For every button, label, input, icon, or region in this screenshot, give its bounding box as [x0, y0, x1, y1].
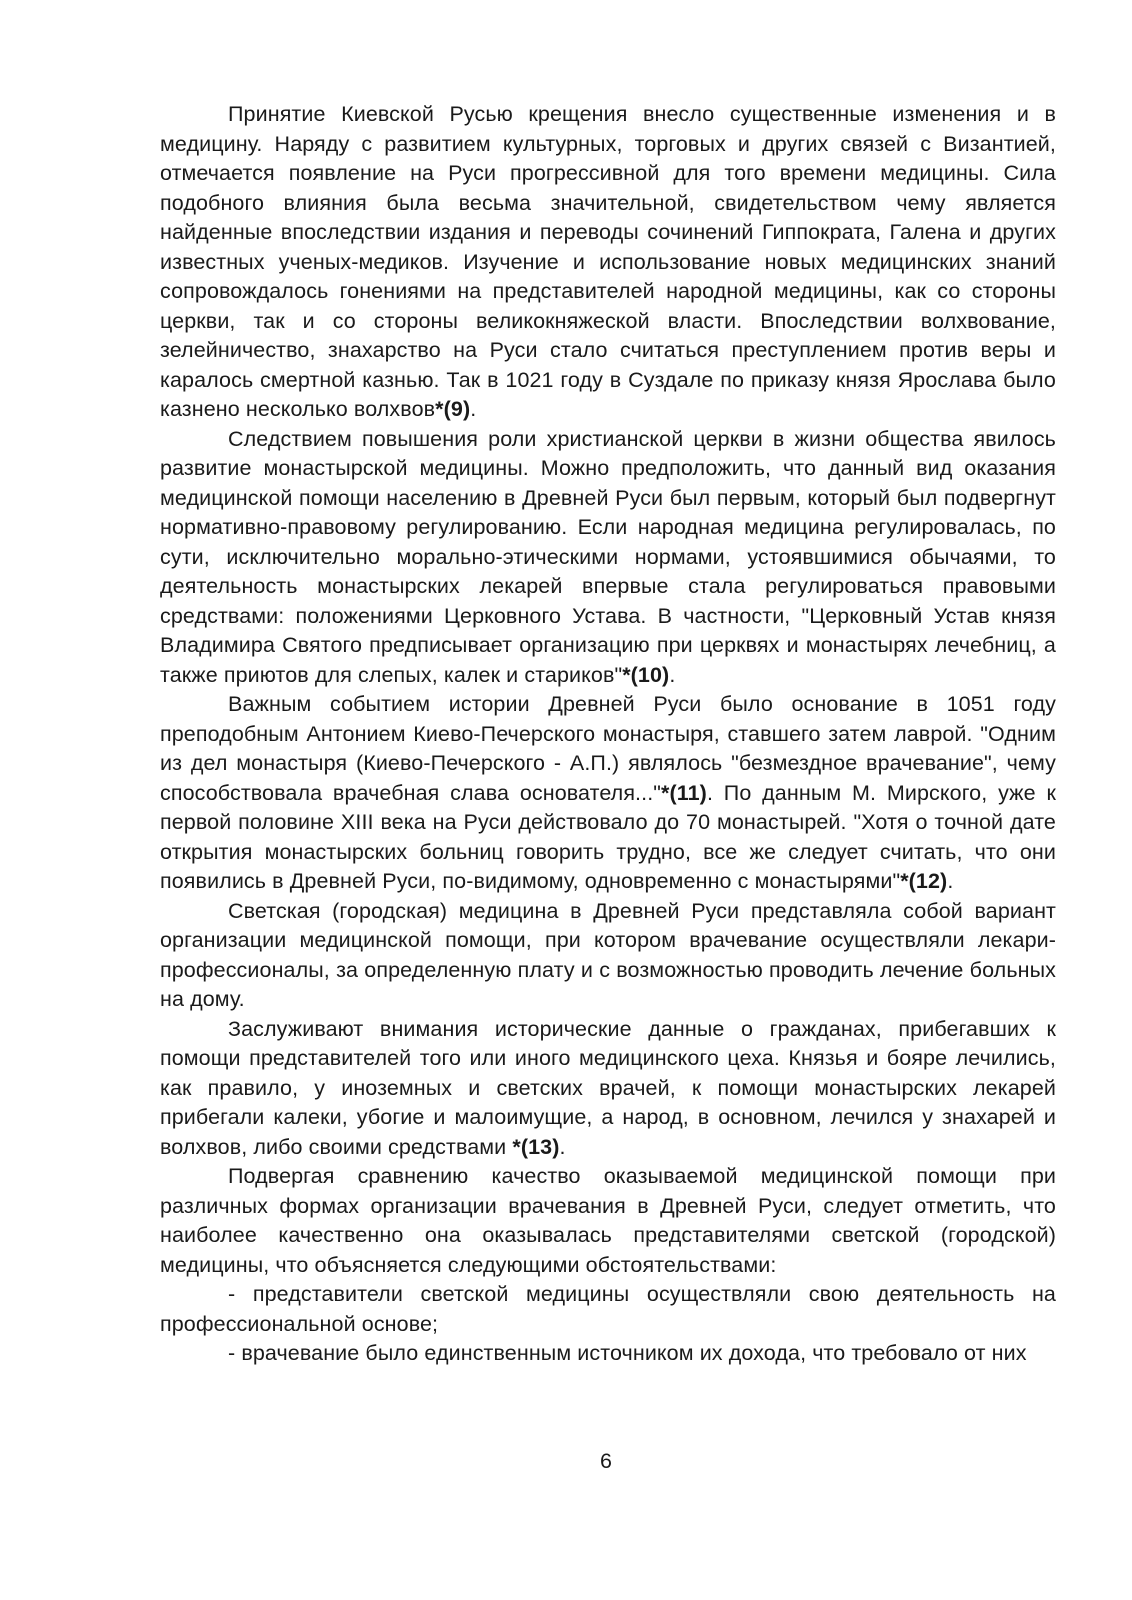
footnote-ref[interactable]: *(9)	[435, 397, 471, 421]
page-number: 6	[600, 1449, 612, 1473]
paragraph: Заслуживают внимания исторические данные о гражданах, прибегавших к помощи представителей того или иного медицинского цеха. Князья и бояре лечились, как правило, у иноземных и светских врачей, к помощи монастырских лекарей прибегали калеки, убогие и малоимущие, а народ, в основном, лечился у знахарей и волхвов, либо своими средствами *(13).	[160, 1016, 1056, 1159]
paragraph: Светская (городская) медицина в Древней Руси представляла собой вариант организации медицинской помощи, при котором врачевание осуществляли лекари-профессионалы, за определенную плату и с возможностью проводить лечение больных на дому.	[160, 898, 1056, 1011]
paragraph: Важным событием истории Древней Руси было основание в 1051 году преподобным Антонием Киево-Печерского монастыря, ставшего затем лаврой. "Одним из дел монастыря (Киево-Печерского - А.П.) являлось "безмездное врачевание", чему способствовала врачебная слава основателя..."*(11). По данным М. Мирского, уже к первой половине XIII века на Руси действовало до 70 монастырей. "Хотя о точной дате открытия монастырских больниц говорить трудно, все же следует считать, что они появились в Древней Руси, по-видимому, одновременно с монастырями"*(12).	[160, 692, 1056, 893]
paragraph: Принятие Киевской Русью крещения внесло существенные изменения и в медицину. Наряду с развитием культурных, торговых и других связей с Византией, отмечается появление на Руси прогрессивной для того времени медицины. Сила подобного влияния была весьма значительной, свидетельством чему является найденные впоследствии издания и переводы сочинений Гиппократа, Галена и других известных ученых-медиков. Изучение и использование новых медицинских знаний сопровождалось гонениями на представителей народной медицины, как со стороны церкви, так и со стороны великокняжеской власти. Впоследствии волхвование, зелейничество, знахарство на Руси стало считаться преступлением против веры и каралось смертной казнью. Так в 1021 году в Суздале по приказу князя Ярослава было казнено несколько волхвов*(9).	[160, 102, 1056, 421]
footnote-ref[interactable]: *(10)	[622, 662, 670, 687]
paragraph: Следствием повышения роли христианской церкви в жизни общества явилось развитие монастырской медицины. Можно предположить, что данный вид оказания медицинской помощи населению в Древней Руси был первым, который был подвергнут нормативно-правовому регулированию. Если народная медицина регулировалась, по сути, исключительно морально-этическими нормами, устоявшимися обычаями, то деятельность монастырских лекарей впервые стала регулироваться правовыми средствами: положениями Церковного Устава. В частности, "Церковный Устав князя Владимира Святого предписывает организацию при церквях и монастырях лечебниц, а также приютов для слепых, калек и стариков"*(10).	[160, 426, 1056, 687]
list-item: - врачевание было единственным источником их дохода, что требовало от них	[228, 1341, 1027, 1365]
paragraph: Подвергая сравнению качество оказываемой медицинской помощи при различных формах организации врачевания в Древней Руси, следует отметить, что наиболее качественно она оказывалась представителями светской (городской) медицины, что объясняется следующими обстоятельствами:	[160, 1164, 1056, 1277]
list-item: - представители светской медицины осуществляли свою деятельность на профессиональной основе;	[160, 1282, 1056, 1336]
footnote-ref[interactable]: *(11)	[661, 780, 707, 805]
footnote-ref[interactable]: *(12)	[900, 869, 948, 893]
document-body	[160, 100, 1056, 1369]
footnote-ref[interactable]: *(13)	[512, 1134, 560, 1159]
